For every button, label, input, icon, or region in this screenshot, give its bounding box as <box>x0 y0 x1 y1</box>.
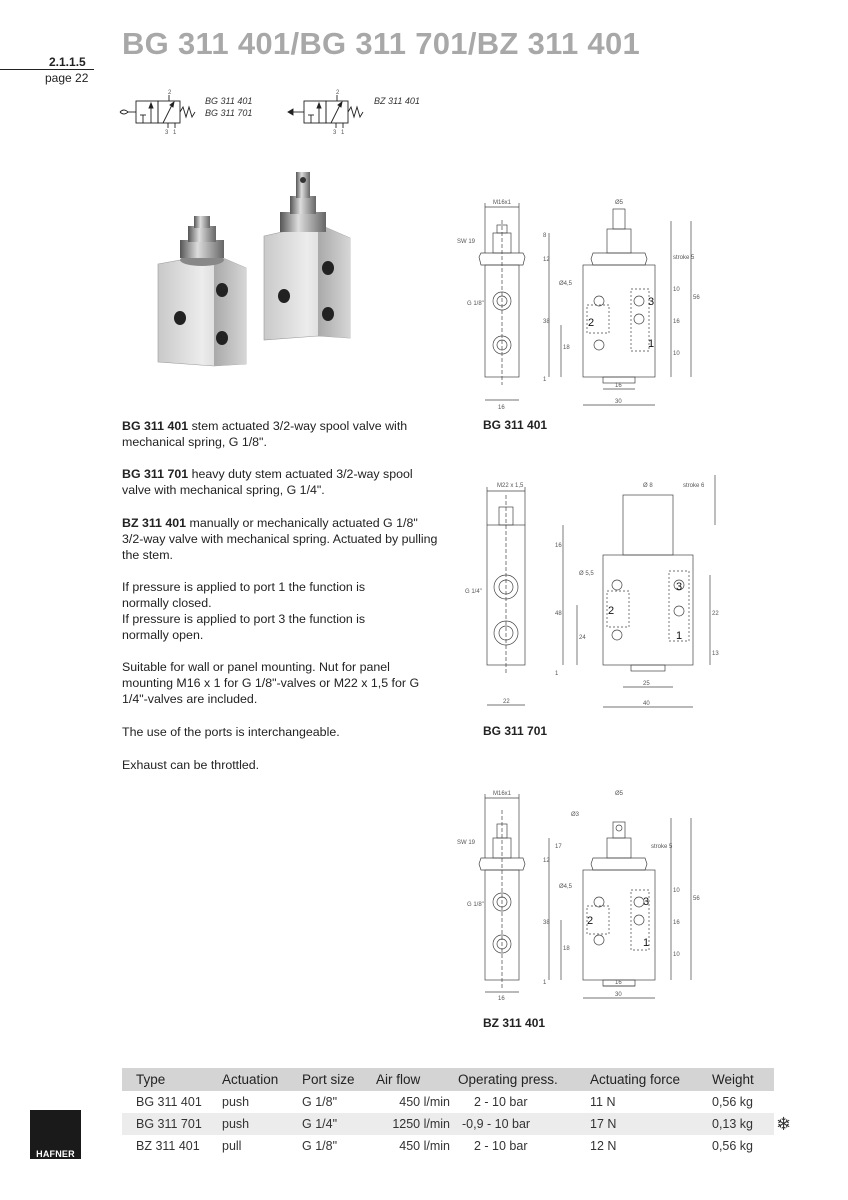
symbol-label: BZ 311 401 <box>374 96 420 106</box>
drawing-caption: BZ 311 401 <box>483 1016 546 1030</box>
dim-wrench: SW 19 <box>457 239 476 245</box>
dim-stroke: stroke 6 <box>683 483 705 489</box>
dim-r2: 22 <box>712 611 719 617</box>
col-actuation: Actuation <box>218 1068 298 1091</box>
spec-table <box>122 1068 774 1157</box>
symbol-label: BG 311 701 <box>205 108 253 118</box>
dim-width-left: 16 <box>498 405 505 411</box>
header-rule <box>0 69 94 70</box>
dim-h4: 18 <box>563 946 570 952</box>
col-operating-press: Operating press. <box>454 1068 586 1091</box>
dim-h1: 17 <box>555 844 562 850</box>
dim-width-mid: 16 <box>615 383 622 389</box>
description-bg311401: BG 311 401 stem actuated 3/2-way spool valve with mechanical spring, G 1/8". <box>122 419 408 449</box>
dim-h1: 16 <box>555 543 562 549</box>
dim-h4: 24 <box>579 635 586 641</box>
port-2-label: 2 <box>608 605 615 617</box>
table-header-row <box>122 1068 774 1091</box>
symbol-port-1: 1 <box>341 130 345 136</box>
dim-h2: 12 <box>543 257 550 263</box>
dim-port: G 1/8" <box>467 902 484 908</box>
col-type: Type <box>122 1068 218 1091</box>
page-title: BG 311 401/BG 311 701/BZ 311 401 <box>122 26 641 61</box>
symbol-port-3: 3 <box>165 130 169 136</box>
dim-stem-dia: Ø5 <box>615 200 624 206</box>
dim-r1: 10 <box>673 287 680 293</box>
description-exhaust: Exhaust can be throttled. <box>122 758 260 772</box>
dim-stroke: stroke 5 <box>673 255 695 261</box>
dimension-drawing-bg311401 <box>455 195 705 410</box>
port-3-label: 3 <box>648 296 655 308</box>
dim-width-mid: 25 <box>643 681 650 687</box>
dim-total: 56 <box>693 295 700 301</box>
dim-h3: 38 <box>543 920 550 926</box>
dim-wrench: SW 19 <box>457 840 476 846</box>
dim-r1: 10 <box>673 888 680 894</box>
page-number: page 22 <box>45 71 89 85</box>
symbol-port-2: 2 <box>168 90 172 96</box>
dim-port: G 1/4" <box>465 589 482 595</box>
dim-width-left: 16 <box>498 996 505 1002</box>
description-ports: The use of the ports is interchangeable. <box>122 725 340 739</box>
table-row: BG 311 701 push G 1/4" 1250 l/min -0,9 - 10 bar 17 N 0,13 kg <box>122 1113 774 1135</box>
symbol-label: BG 311 401 <box>205 96 253 106</box>
drawing-caption: BG 311 701 <box>483 724 548 738</box>
port-1-label: 1 <box>643 937 650 949</box>
dim-width-right: 40 <box>643 701 650 707</box>
description-normally-open: If pressure is applied to port 3 the function is normally open. <box>122 612 366 642</box>
dim-thread: M16x1 <box>493 791 512 797</box>
symbol-port-3: 3 <box>333 130 337 136</box>
dim-width-mid: 16 <box>615 980 622 986</box>
dim-top-dia: Ø3 <box>571 812 580 818</box>
hafner-logo-text: HAFNER <box>36 1149 75 1159</box>
dim-hole-dia: Ø 5,5 <box>579 571 594 577</box>
dim-stem-dia: Ø5 <box>615 791 624 797</box>
table-row: BG 311 401 push G 1/8" 450 l/min 2 - 10 bar 11 N 0,56 kg <box>136 1095 754 1109</box>
port-2-label: 2 <box>587 915 594 927</box>
dim-stem-dia: Ø 8 <box>643 483 653 489</box>
description-normally-closed: If pressure is applied to port 1 the function is normally closed. <box>122 580 366 610</box>
symbol-port-1: 1 <box>173 130 177 136</box>
valve-symbol-push <box>118 88 208 138</box>
dim-h5: 1 <box>543 377 547 383</box>
dim-h5: 1 <box>543 980 547 986</box>
dim-h4: 18 <box>563 345 570 351</box>
dim-stroke: stroke 5 <box>651 844 673 850</box>
snowflake-icon: ❄ <box>776 1114 792 1134</box>
dim-h3: 48 <box>555 611 562 617</box>
dim-h1: 8 <box>543 233 547 239</box>
col-air-flow: Air flow <box>372 1068 454 1091</box>
dimension-drawing-bz311401 <box>455 788 705 1003</box>
dim-width-right: 30 <box>615 399 622 405</box>
dim-h3: 38 <box>543 319 550 325</box>
col-weight: Weight <box>708 1068 774 1091</box>
dim-hole-dia: Ø4,5 <box>559 884 573 890</box>
drawing-caption: BG 311 401 <box>483 418 548 432</box>
dim-r2: 16 <box>673 920 680 926</box>
dim-h2: 12 <box>543 858 550 864</box>
dim-r3: 13 <box>712 651 719 657</box>
port-1-label: 1 <box>676 630 683 642</box>
dim-h5: 1 <box>555 671 559 677</box>
dim-port: G 1/8" <box>467 301 484 307</box>
dim-r2: 16 <box>673 319 680 325</box>
description-bg311701: BG 311 701 heavy duty stem actuated 3/2-way spool valve with mechanical spring, G 1/4". <box>122 467 413 497</box>
dim-r3: 10 <box>673 952 680 958</box>
section-number: 2.1.1.5 <box>49 55 86 69</box>
table-row: BZ 311 401 pull G 1/8" 450 l/min 2 - 10 bar 12 N 0,56 kg <box>136 1139 754 1153</box>
dim-total: 56 <box>693 896 700 902</box>
port-3-label: 3 <box>676 581 683 593</box>
port-2-label: 2 <box>588 317 595 329</box>
dim-width-right: 30 <box>615 992 622 998</box>
dim-thread: M22 x 1,5 <box>497 483 524 489</box>
port-1-label: 1 <box>648 338 655 350</box>
dim-thread: M16x1 <box>493 200 512 206</box>
port-3-label: 3 <box>643 896 650 908</box>
col-port-size: Port size <box>298 1068 372 1091</box>
dimension-drawing-bg311701 <box>455 475 725 715</box>
valve-symbol-pull <box>286 88 376 138</box>
description-bz311401: BZ 311 401 manually or mechanically actuated G 1/8" 3/2-way valve with mechanical spring. Actuated by pulling the stem. <box>122 516 438 562</box>
dim-width-left: 22 <box>503 699 510 705</box>
description-mounting: Suitable for wall or panel mounting. Nut for panel mounting M16 x 1 for G 1/8"-valves or M22 x 1,5 for G 1/4"-valves are included. <box>122 660 420 706</box>
dim-r3: 10 <box>673 351 680 357</box>
product-photo <box>150 168 360 368</box>
dim-hole-dia: Ø4,5 <box>559 281 573 287</box>
col-actuating-force: Actuating force <box>586 1068 708 1091</box>
symbol-port-2: 2 <box>336 90 340 96</box>
